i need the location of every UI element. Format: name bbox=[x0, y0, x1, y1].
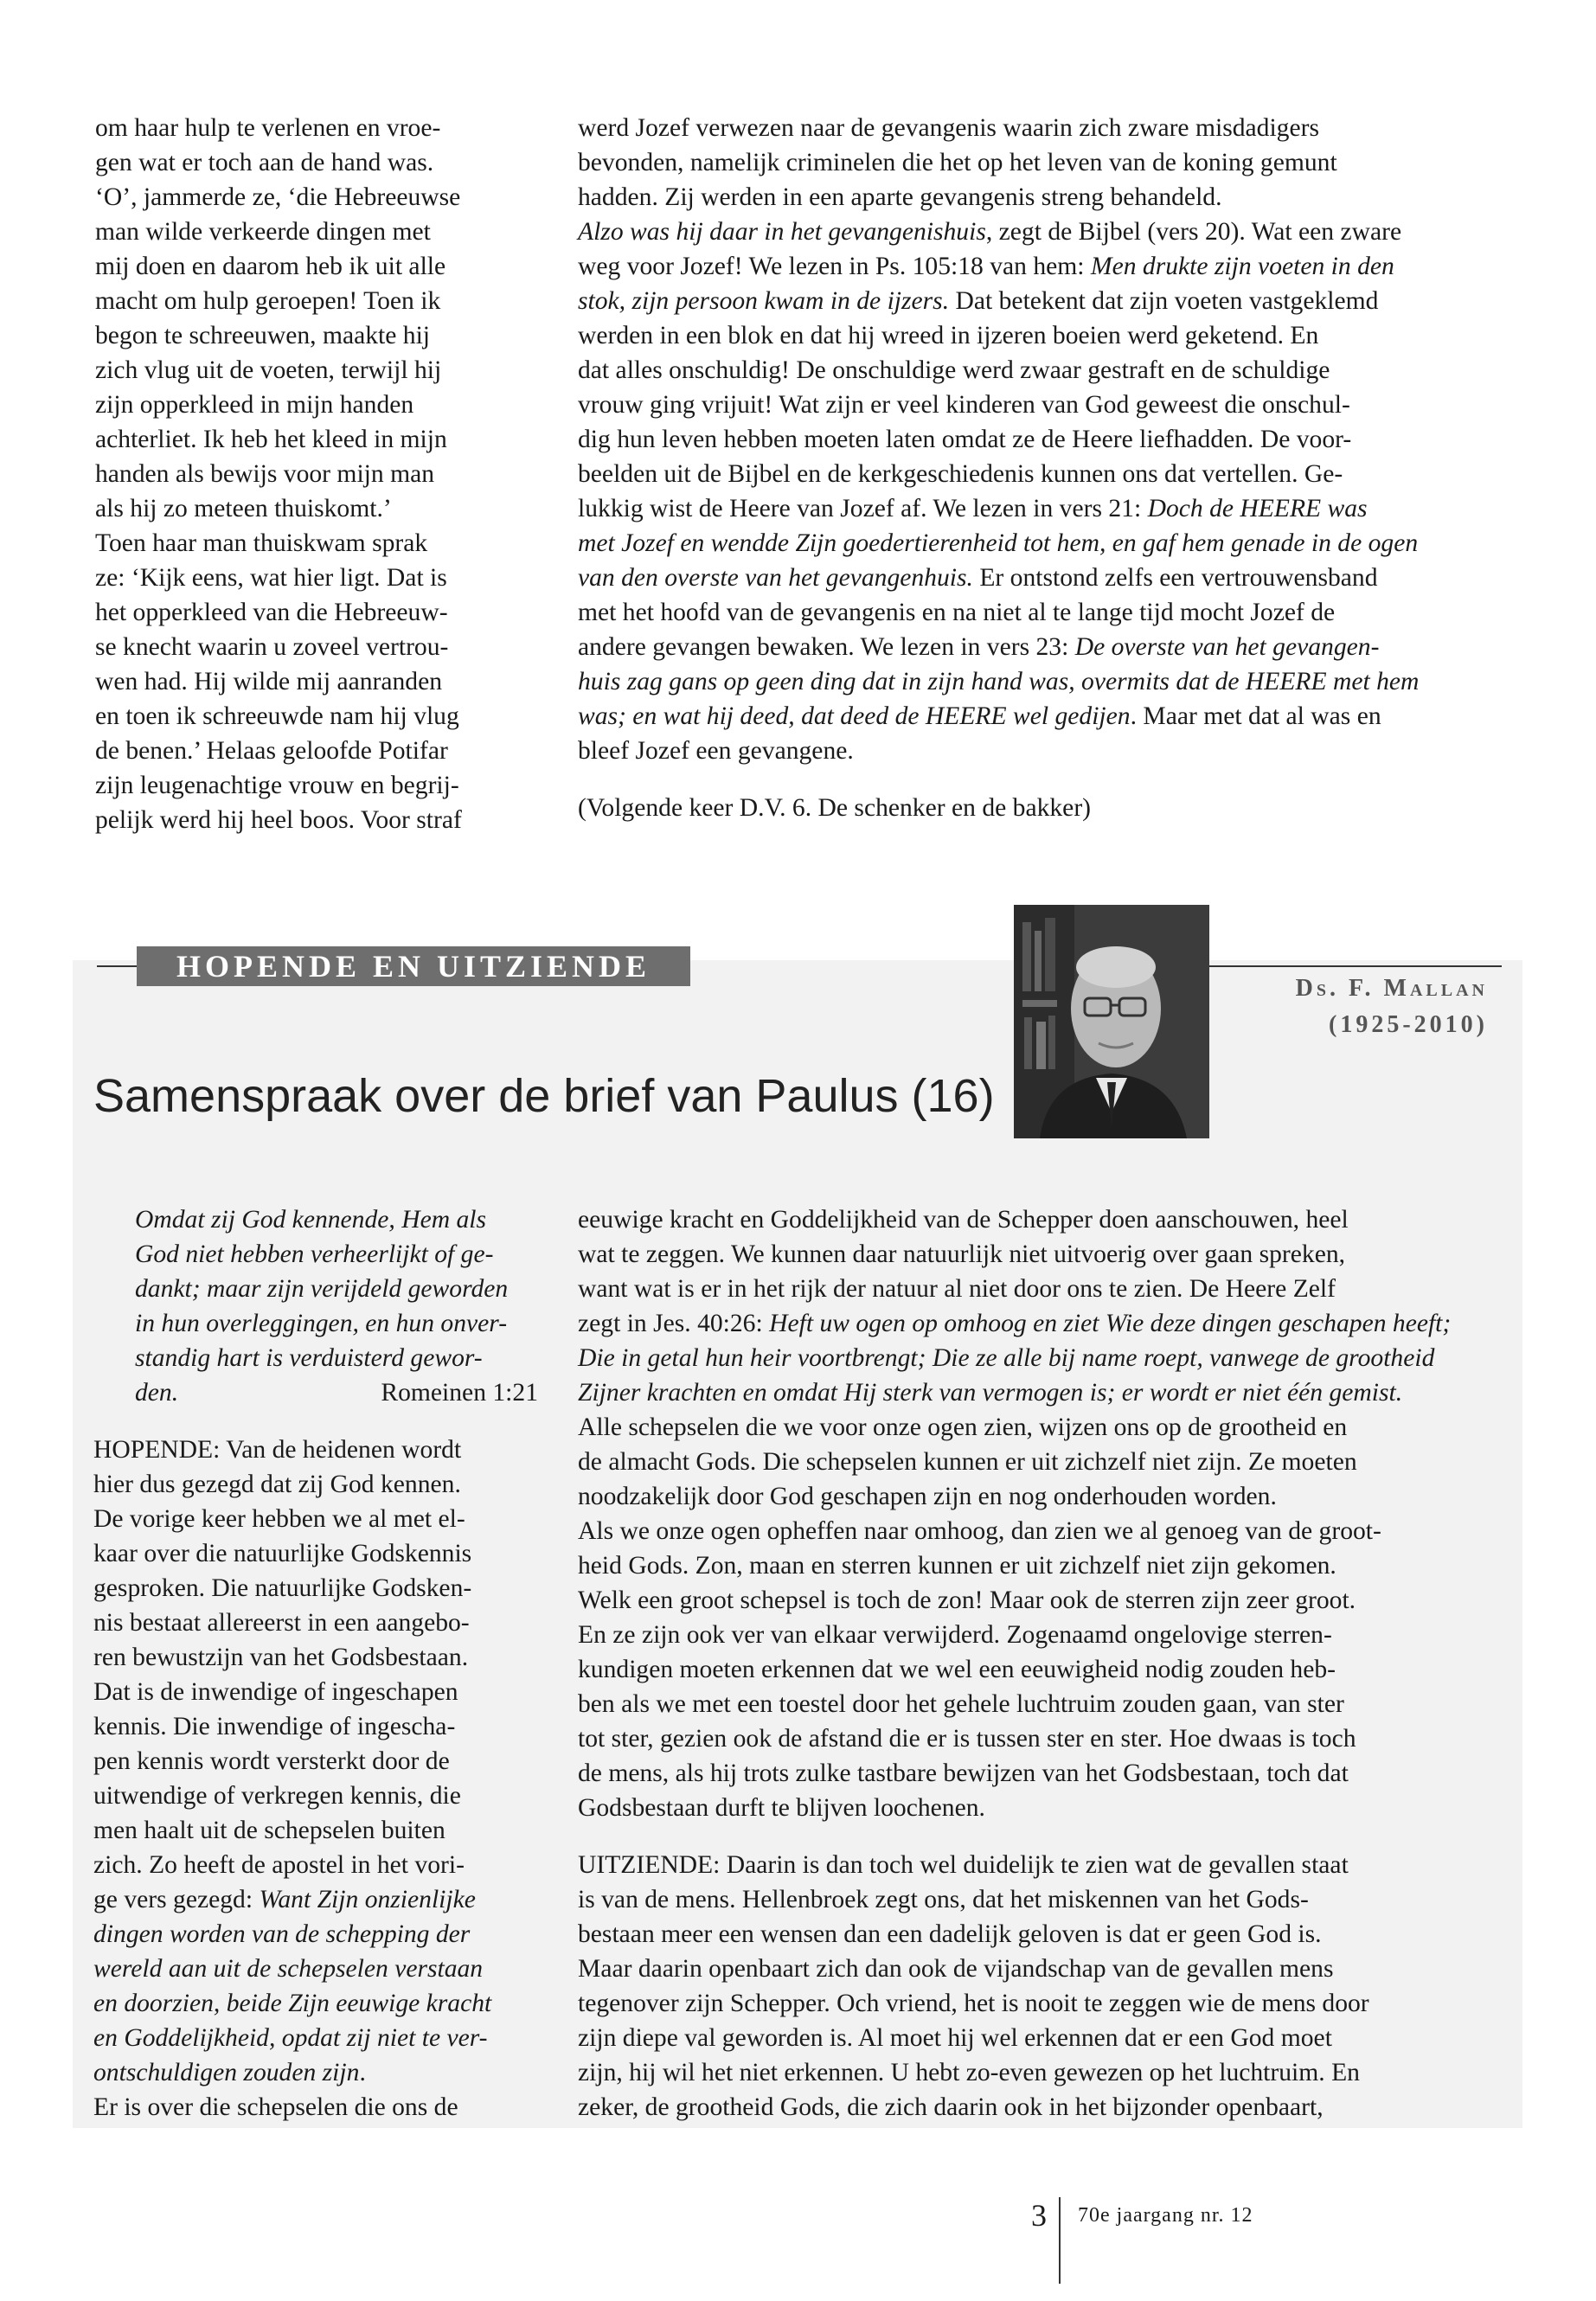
author-name: Ds. F. Mallan bbox=[1295, 975, 1488, 1002]
paragraph-hopende: HOPENDE: Van de heidenen wordt hier dus gezegd dat zij God kennen. De vorige keer hebben we al met el- kaar over die natuurlijke Godskennis gesproken. Die natuurlijke Godsken- nis bestaat allereerst in een aangebo- ren bewustzijn van het Godsbestaan. Dat is de inwendige of ingeschapen kennis. Die inwendige of ingescha- pen kennis wordt versterkt door de uitwendige of verkregen kennis, die men haalt uit de schepselen buiten zich. Zo heeft de apostel in het vori- ge vers gezegd: Want Zijn onzienlijke dingen worden van de schepping der wereld aan uit de schepselen verstaan en doorzien, beide Zijn eeuwige kracht en Goddelijkheid, opdat zij niet te ver- ontschuldigen zouden zijn. Er is over die schepselen die ons de bbox=[93, 1436, 492, 2121]
paragraph-potifar-wife: om haar hulp te verlenen en vroe- gen wat er toch aan de hand was. ‘O’, jammerde ze, ‘die Hebreeuwse man wilde verkeerde dingen met mij doen en daarom heb ik uit alle macht om hulp geroepen! Toen ik begon te schreeuwen, maakte hij zich vlug uit de voeten, terwijl hij zijn opperkleed in mijn handen achterliet. Ik heb het kleed in mijn handen als bewijs voor mijn man als hij zo meteen thuiskomt.’ Toen haar man thuiskwam sprak ze: ‘Kijk eens, wat hier ligt. Dat is het opperkleed van die Hebreeuw- se knecht waarin u zoveel vertrou- wen had. Hij wilde mij aanranden en toen ik schreeuwde nam hij vlug de benen.’ Helaas geloofde Potifar zijn leugenachtige vrouw en begrij- pelijk werd hij heel boos. Voor straf bbox=[95, 114, 462, 834]
epigraph-last-line: den. bbox=[135, 1379, 179, 1407]
epigraph-reference: Romeinen 1:21 bbox=[381, 1379, 538, 1407]
footer-divider bbox=[1059, 2197, 1061, 2284]
paragraph-creation: eeuwige kracht en Goddelijkheid van de Schepper doen aanschouwen, heel wat te zeggen. We kunnen daar natuurlijk niet uitvoerig over gaan spreken, want wat is er in het rijk der natuur al niet door ons te zien. De Heere Zelf zegt in Jes. 40:26: Heft uw ogen op omhoog en ziet Wie deze dingen geschapen heeft; Die in getal hun heir voortbrengt; Die ze alle bij name roept, vanwege de grootheid Zijner krachten en omdat Hij sterk van vermogen is; er wordt er niet één gemist. Alle schepselen die we voor onze ogen zien, wijzen ons op de grootheid en de almacht Gods. Die schepselen kunnen er uit zichzelf niet zijn. Ze moeten noodzakelijk door God geschapen zijn en nog onderhouden worden. Als we onze ogen opheffen naar omhoog, dan zien we al genoeg van de groot- heid Gods. Zon, maan en sterren kunnen er uit zichzelf niet zijn gekomen. Welk een groot schepsel is toch de zon! Maar ook de sterren zijn zeer groot. En ze zijn ook ver van elkaar verwijderd. Zogenaamd ongelovige sterren- kundigen moeten erkennen dat we wel een eeuwigheid nodig zouden heb- ben als we met een toestel door het gehele luchtruim zouden gaan, van ster tot ster, gezien ook de afstand die er is tussen ster en ster. Hoe dwaas is toch de mens, als hij trots zulke tastbare bewijzen van het Godsbestaan, toch dat Godsbestaan durft te blijven loochenen. bbox=[578, 1206, 1452, 1822]
epigraph-quote bbox=[93, 1202, 538, 1410]
header-rule-left bbox=[97, 965, 140, 967]
column-top-right bbox=[578, 111, 1503, 825]
issue-label: 70e jaargang nr. 12 bbox=[1078, 2204, 1253, 2227]
author-years: (1925-2010) bbox=[1329, 1011, 1488, 1038]
section-label: HOPENDE EN UITZIENDE bbox=[137, 946, 690, 986]
column-bottom-right bbox=[578, 1202, 1505, 2125]
article-title: Samenspraak over de brief van Paulus (16) bbox=[93, 1070, 995, 1122]
page-number: 3 bbox=[1031, 2198, 1047, 2233]
epigraph-text: Omdat zij God kennende, Hem als God niet hebben verheerlijkt of ge- dankt; maar zijn verijdeld geworden in hun overleggingen, en hun onver- standig hart is verduisterd gewor- bbox=[135, 1206, 509, 1372]
column-bottom-left bbox=[93, 1202, 538, 2125]
next-episode-note: (Volgende keer D.V. 6. De schenker en de bakker) bbox=[578, 794, 1092, 822]
column-top-left bbox=[95, 111, 536, 837]
author-portrait bbox=[1014, 905, 1209, 1138]
portrait-image bbox=[1014, 905, 1209, 1138]
paragraph-uitziende: UITZIENDE: Daarin is dan toch wel duidelijk te zien wat de gevallen staat is van de mens. Hellenbroek zegt ons, dat het miskennen van het Gods- bestaan meer een wensen dan een dadelijk geloven is dat er geen God is. Maar daarin openbaart zich dan ook de vijandschap van de gevallen mens tegenover zijn Schepper. Och vriend, het is nooit te zeggen wie de mens door zijn diepe val geworden is. Al moet hij wel erkennen dat er een God moet zijn, hij wil het niet erkennen. U hebt zo-even gewezen op het luchtruim. En zeker, de grootheid Gods, die zich daarin ook in het bijzonder openbaart, bbox=[578, 1851, 1369, 2121]
paragraph-jozef-prison: werd Jozef verwezen naar de gevangenis waarin zich zware misdadigers bevonden, namelijk criminelen die het op het leven van de koning gemunt hadden. Zij werden in een aparte gevangenis streng behandeld. Alzo was hij daar in het gevangenishuis, zegt de Bijbel (vers 20). Wat een zware weg voor Jozef! We lezen in Ps. 105:18 van hem: Men drukte zijn voeten in den stok, zijn persoon kwam in de ijzers. Dat betekent dat zijn voeten vastgeklemd werden in een blok en dat hij wreed in ijzeren boeien werd geketend. En dat alles onschuldig! De onschuldige werd zwaar gestraft en de schuldige vrouw ging vrijuit! Wat zijn er veel kinderen van God geweest die onschul- dig hun leven hebben moeten laten omdat ze de Heere liefhadden. De voor- beelden uit de Bijbel en de kerkgeschiedenis kunnen ons dat vertellen. Ge- lukkig wist de Heere van Jozef af. We lezen in vers 21: Doch de HEERE was met Jozef en wendde Zijn goedertierenheid tot hem, en gaf hem genade in de ogen van den overste van het gevangenhuis. Er ontstond zelfs een vertrouwensband met het hoofd van de gevangenis en na niet al te lange tijd mocht Jozef de andere gevangen bewaken. We lezen in vers 23: De overste van het gevangen- huis zag gans op geen ding dat in zijn hand was, overmits dat de HEERE met hem was; en wat hij deed, dat deed de HEERE wel gedijen. Maar met dat al was en bleef Jozef een gevangene. bbox=[578, 114, 1420, 765]
author-byline bbox=[1228, 971, 1488, 1043]
